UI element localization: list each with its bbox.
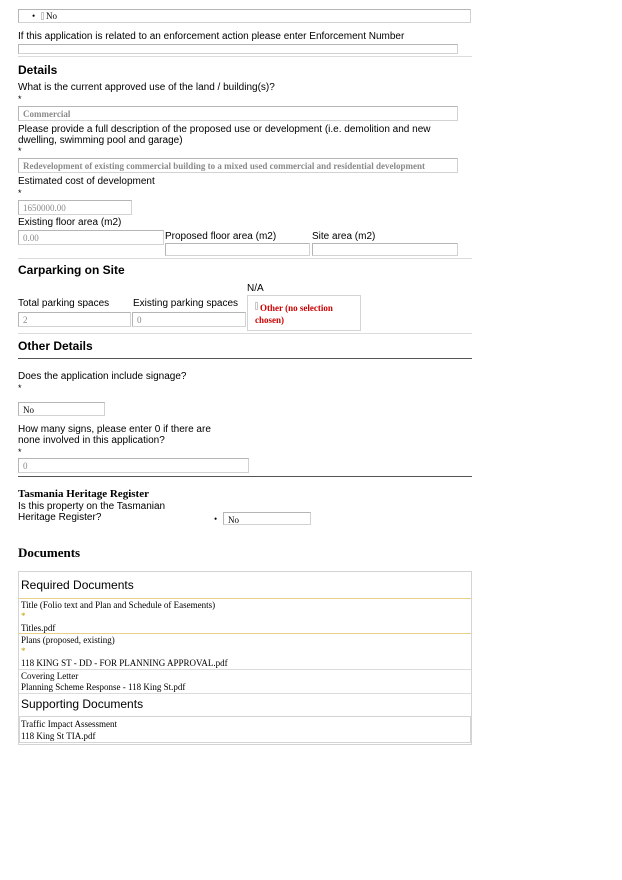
- required-mark: *: [18, 94, 22, 104]
- description-field[interactable]: Redevelopment of existing commercial building to a mixed used commercial and residential development: [18, 158, 458, 173]
- site-area-label: Site area (m2): [312, 231, 376, 242]
- existing-parking-label: Existing parking spaces: [133, 298, 239, 309]
- heritage-field[interactable]: No: [223, 512, 311, 525]
- divider: [18, 333, 472, 334]
- divider: [18, 56, 472, 57]
- heritage-heading: Tasmania Heritage Register: [18, 488, 149, 500]
- row-separator: [19, 693, 471, 694]
- total-parking-field[interactable]: 2: [18, 312, 131, 327]
- document-file-link[interactable]: Planning Scheme Response - 118 King St.pdf: [21, 682, 186, 692]
- document-file-link[interactable]: Titles.pdf: [21, 623, 56, 633]
- existing-floor-field[interactable]: 0.00: [18, 230, 164, 245]
- documents-heading: Documents: [18, 545, 81, 560]
- supporting-documents-heading: Supporting Documents: [21, 697, 144, 711]
- existing-floor-label: Existing floor area (m2): [18, 217, 122, 228]
- heritage-question: Is this property on the Tasmanian Heritage Register?: [18, 501, 166, 523]
- signage-field[interactable]: No: [18, 402, 105, 416]
- other-option-text: Other (no selection chosen): [255, 303, 333, 325]
- required-mark: *: [18, 447, 22, 457]
- section-rule: [18, 358, 472, 359]
- description-question: Please provide a full description of the proposed use or development (i.e. demolition and new dwelling, swimming pool and garage): [18, 124, 431, 146]
- document-type-label: Traffic Impact Assessment: [21, 719, 117, 729]
- proposed-floor-field[interactable]: [165, 243, 310, 256]
- required-documents-heading: Required Documents: [21, 578, 134, 592]
- previous-answer-box: [18, 9, 471, 23]
- existing-parking-field[interactable]: 0: [132, 312, 246, 327]
- divider: [18, 258, 472, 259]
- site-area-field[interactable]: [312, 243, 458, 256]
- radio-marker: [41, 12, 44, 20]
- cost-field[interactable]: 1650000.00: [18, 200, 132, 215]
- signs-count-field[interactable]: 0: [18, 458, 249, 473]
- section-rule: [18, 476, 472, 477]
- required-mark: *: [21, 646, 26, 656]
- carparking-heading: Carparking on Site: [18, 263, 125, 277]
- proposed-floor-label: Proposed floor area (m2): [165, 231, 277, 242]
- document-file-link[interactable]: 118 KING ST - DD - FOR PLANNING APPROVAL.pdf: [21, 658, 228, 668]
- required-mark: *: [18, 146, 22, 156]
- previous-answer-value: No: [46, 11, 57, 21]
- signage-question: Does the application include signage?: [18, 371, 187, 382]
- na-label: N/A: [247, 283, 264, 294]
- enforcement-question: If this application is related to an enforcement action please enter Enforcement Number: [18, 31, 405, 42]
- row-separator: [19, 633, 471, 634]
- required-mark: *: [21, 611, 26, 621]
- current-use-field[interactable]: Commercial: [18, 106, 458, 121]
- cost-label: Estimated cost of development: [18, 176, 155, 187]
- document-file-link[interactable]: 118 King St TIA.pdf: [21, 731, 96, 741]
- enforcement-number-input[interactable]: [18, 44, 458, 54]
- current-use-question: What is the current approved use of the land / building(s)?: [18, 82, 275, 93]
- bullet: •: [32, 11, 36, 21]
- required-mark: *: [18, 383, 22, 393]
- document-type-label: Plans (proposed, existing): [21, 635, 115, 645]
- row-separator: [19, 598, 471, 599]
- bullet: •: [214, 514, 218, 524]
- total-parking-label: Total parking spaces: [18, 298, 110, 309]
- other-details-heading: Other Details: [18, 339, 93, 353]
- signs-question: How many signs, please enter 0 if there are none involved in this application?: [18, 424, 211, 446]
- required-mark: *: [18, 188, 22, 198]
- document-type-label: Title (Folio text and Plan and Schedule of Easements): [21, 600, 216, 610]
- document-type-label: Covering Letter: [21, 671, 79, 681]
- row-separator: [19, 669, 471, 670]
- details-heading: Details: [18, 63, 58, 77]
